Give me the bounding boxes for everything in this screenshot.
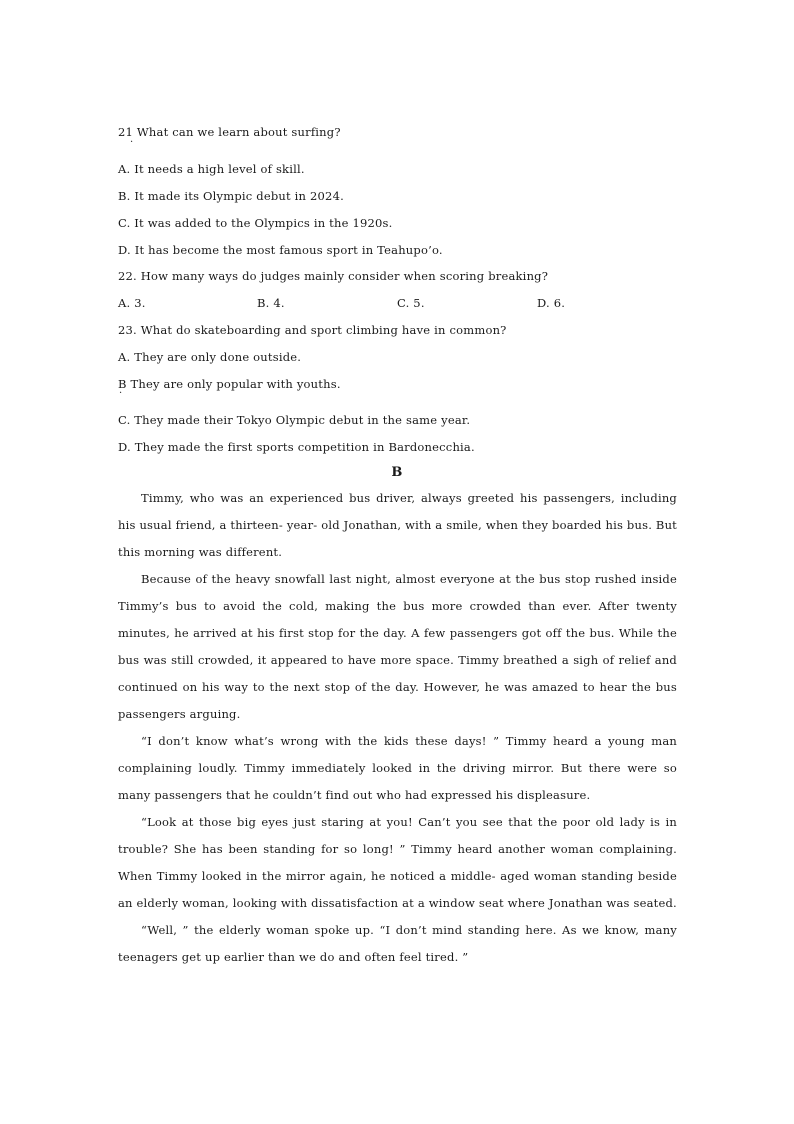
- passage-paragraph: Because of the heavy snowfall last night, almost everyone at the bus stop rushed inside Timmy’s bus to avoid the cold, making the bus more crowded than ever. After twenty minutes, he arrived at his first stop for the day. A few passengers got off the bus. While the bus was still crowded, it appeared to have more space. Timmy breathed a sigh of relief and continued on his way to the next stop of the day. However, he was amazed to hear the bus passengers arguing.: [118, 572, 677, 721]
- section-b-heading: B: [391, 465, 403, 480]
- question-21-mark: ·: [130, 137, 134, 148]
- question-22-option-d: D. 6.: [537, 296, 566, 310]
- question-23-mark: ·: [119, 388, 123, 399]
- question-21-option-c: C. It was added to the Olympics in the 1920s.: [118, 216, 393, 230]
- passage-b: [118, 485, 677, 971]
- question-23-option-d: D. They made the first sports competition in Bardonecchia.: [118, 440, 475, 454]
- question-21-option-a: A. It needs a high level of skill.: [118, 162, 305, 176]
- question-23-option-b: B They are only popular with youths.: [118, 377, 341, 391]
- question-22-stem: 22. How many ways do judges mainly consider when scoring breaking?: [118, 269, 549, 283]
- question-23-option-c: C. They made their Tokyo Olympic debut in the same year.: [118, 413, 471, 427]
- question-22-option-c: C. 5.: [397, 296, 425, 310]
- passage-paragraph: “I don’t know what’s wrong with the kids these days! ” Timmy heard a young man complaining loudly. Timmy immediately looked in the driving mirror. But there were so many passengers that he couldn’t find out who had expressed his displeasure.: [118, 734, 677, 802]
- question-21-option-b: B. It made its Olympic debut in 2024.: [118, 189, 344, 203]
- passage-paragraph: “Look at those big eyes just staring at you! Can’t you see that the poor old lady is in trouble? She has been standing for so long! ” Timmy heard another woman complaining. When Timmy looked in the mirror again, he noticed a middle- aged woman standing beside an elderly woman, looking with dissatisfaction at a window seat where Jonathan was seated.: [118, 815, 677, 910]
- question-21-stem: 21 What can we learn about surfing?: [118, 125, 341, 139]
- question-22-option-a: A. 3.: [118, 296, 146, 310]
- question-22-option-b: B. 4.: [257, 296, 285, 310]
- question-23-stem: 23. What do skateboarding and sport climbing have in common?: [118, 323, 507, 337]
- passage-paragraph: Timmy, who was an experienced bus driver, always greeted his passengers, including his usual friend, a thirteen- year- old Jonathan, with a smile, when they boarded his bus. But this morning was different.: [118, 491, 677, 559]
- passage-paragraph: “Well, ” the elderly woman spoke up. “I don’t mind standing here. As we know, many teenagers get up earlier than we do and often feel tired. ”: [118, 923, 677, 964]
- question-23-option-a: A. They are only done outside.: [118, 350, 302, 364]
- question-21-option-d: D. It has become the most famous sport in Teahupo’o.: [118, 243, 443, 257]
